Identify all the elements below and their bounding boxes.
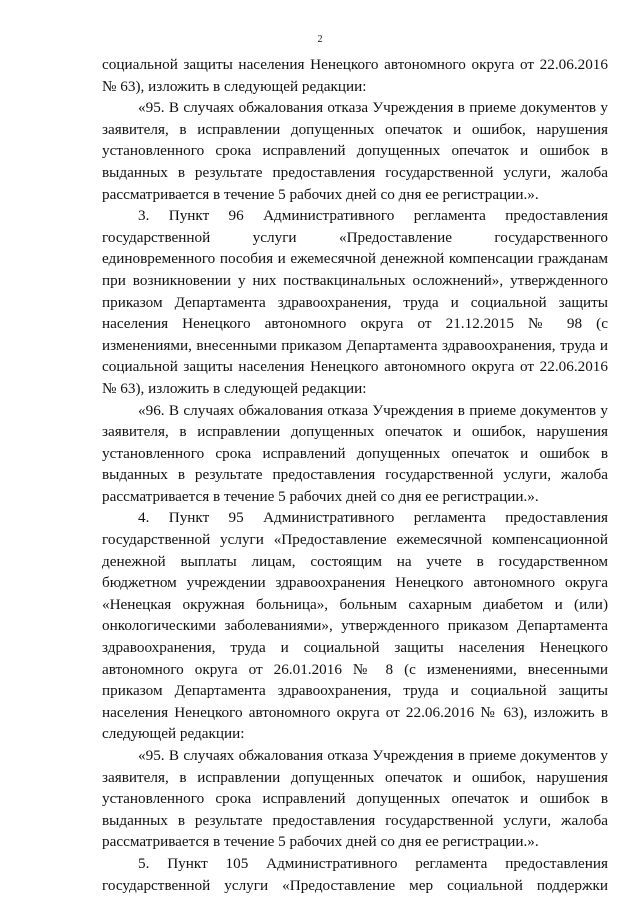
text-line: государственной услуги «Предоставление мер социальной поддержки [102, 876, 608, 894]
text-line: населения Ненецкого автономного округа от 22.06.2016 № 63), изложить в [102, 703, 608, 721]
text-line: следующей редакции: [102, 725, 245, 743]
text-line: здравоохранения, труда и социальной защиты населения Ненецкого [102, 639, 608, 657]
text-line: «95. В случаях обжалования отказа Учреждения в приеме документов у [138, 99, 608, 117]
text-line: «96. В случаях обжалования отказа Учреждения в приеме документов у [138, 401, 608, 419]
text-line: населения Ненецкого автономного округа от 21.12.2015 № 98 (с [102, 315, 608, 333]
text-line: выданных в результате предоставления государственной услуги, жалоба [102, 466, 608, 484]
text-line: 3. Пункт 96 Административного регламента предоставления [138, 207, 608, 225]
text-line: бюджетном учреждении здравоохранения Ненецкого автономного округа [102, 574, 608, 592]
text-line: «Ненецкая окружная больница», больным сахарным диабетом и (или) [102, 595, 608, 613]
text-line: выданных в результате предоставления государственной услуги, жалоба [102, 163, 608, 181]
text-line: изменениями, внесенными приказом Департамента здравоохранения, труда и [102, 336, 608, 354]
text-line: единовременного пособия и ежемесячной денежной компенсации гражданам [102, 250, 608, 268]
text-line: рассматривается в течение 5 рабочих дней со дня ее регистрации.». [102, 833, 539, 851]
text-line: № 63), изложить в следующей редакции: [102, 379, 367, 397]
text-line: выданных в результате предоставления государственной услуги, жалоба [102, 811, 608, 829]
text-line: социальной защиты населения Ненецкого автономного округа от 22.06.2016 [102, 358, 608, 376]
text-line: денежной выплаты лицам, состоящим на учете в государственном [102, 552, 608, 570]
text-line: автономного округа от 26.01.2016 № 8 (с изменениями, внесенными [102, 660, 608, 678]
text-line: «95. В случаях обжалования отказа Учреждения в приеме документов у [138, 747, 608, 764]
text-line: приказом Департамента здравоохранения, труда и социальной защиты [102, 293, 608, 311]
text-line: онкологическими заболеваниями», утвержденного приказом Департамента [102, 617, 608, 635]
text-line: рассматривается в течение 5 рабочих дней со дня ее регистрации.». [102, 185, 539, 203]
text-line: при возникновении у них поствакцинальных осложнений», утвержденного [102, 271, 608, 289]
text-line: государственной услуги «Предоставление государственного [102, 228, 608, 246]
page-number: 2 [317, 34, 323, 45]
text-line: № 63), изложить в следующей редакции: [102, 77, 367, 95]
text-line: государственной услуги «Предоставление ежемесячной компенсационной [102, 531, 608, 549]
document-body [102, 54, 608, 896]
text-line: заявителя, в исправлении допущенных опечаток и ошибок, нарушения [102, 768, 608, 786]
text-line: установленного срока исправлений допущенных опечаток и ошибок в [102, 790, 608, 808]
text-line: 4. Пункт 95 Административного регламента предоставления [138, 509, 608, 527]
text-line: рассматривается в течение 5 рабочих дней со дня ее регистрации.». [102, 487, 539, 505]
text-line: социальной защиты населения Ненецкого автономного округа от 22.06.2016 [102, 56, 608, 73]
text-line: заявителя, в исправлении допущенных опечаток и ошибок, нарушения [102, 423, 608, 441]
text-line: 5. Пункт 105 Административного регламента предоставления [138, 854, 608, 872]
text-line: установленного срока исправлений допущенных опечаток и ошибок в [102, 142, 608, 160]
text-line: установленного срока исправлений допущенных опечаток и ошибок в [102, 444, 608, 462]
text-line: приказом Департамента здравоохранения, труда и социальной защиты [102, 682, 608, 700]
text-line: заявителя, в исправлении допущенных опечаток и ошибок, нарушения [102, 120, 608, 138]
